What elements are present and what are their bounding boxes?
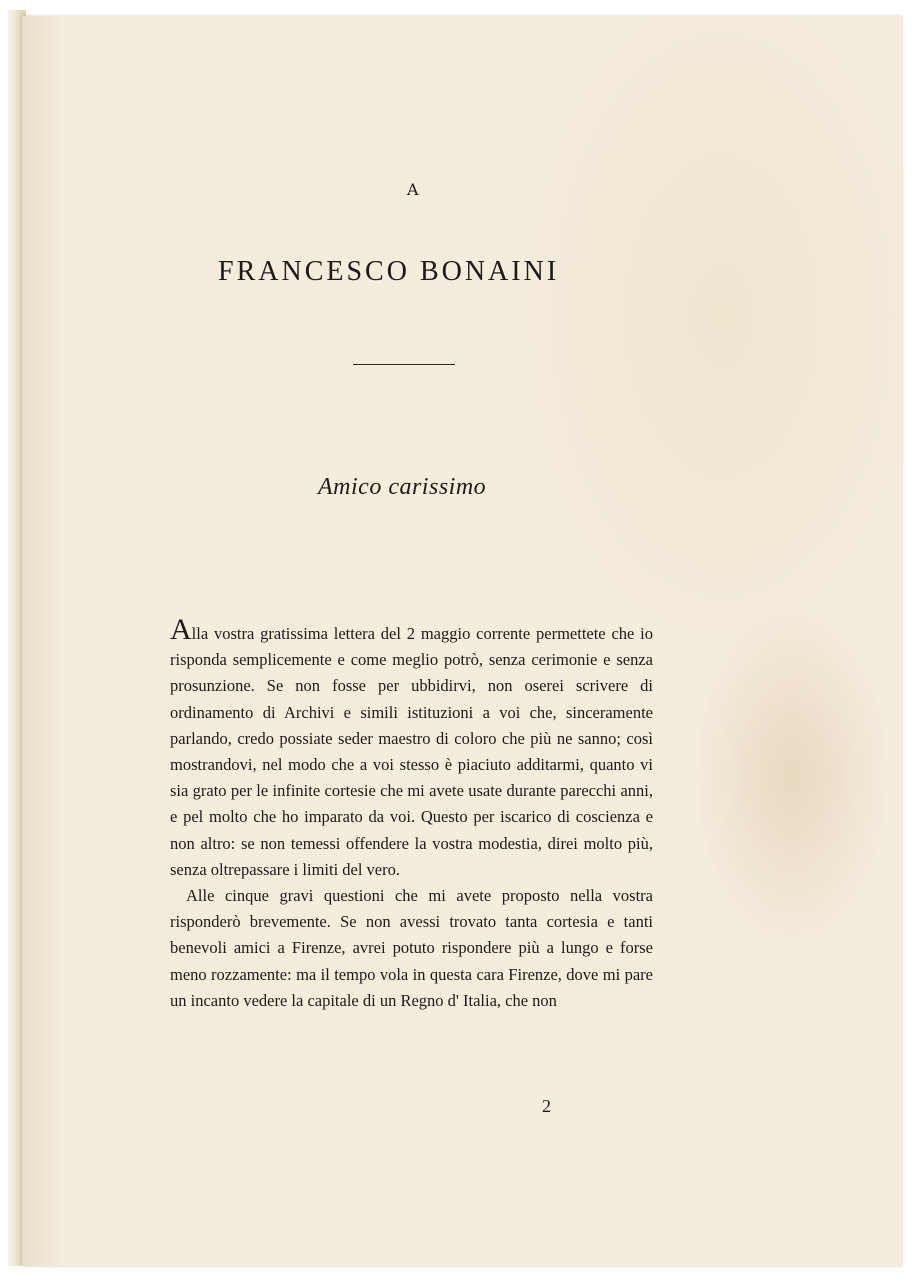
body-paragraph-1 bbox=[170, 613, 653, 883]
divider-rule bbox=[353, 364, 455, 365]
dedication-prefix: A bbox=[407, 180, 420, 199]
page-number: 2 bbox=[542, 1096, 551, 1116]
drop-cap: A bbox=[170, 613, 192, 646]
letter-body bbox=[170, 613, 653, 1014]
salutation: Amico carissimo bbox=[318, 474, 487, 500]
dedication-name: FRANCESCO BONAINI bbox=[218, 256, 560, 287]
body-paragraph-2: Alle cinque gravi questioni che mi avete proposto nella vostra risponderò brevemente. Se non avessi trovato tanta cortesia e tanti benevoli amici a Firenze, avrei potuto rispondere più a lungo e forse meno rozzamente: ma il tempo vola in questa cara Firenze, dove mi pare un incanto vedere la capitale di un Regno d' Italia, che non bbox=[170, 886, 653, 1010]
paragraph-1-text: lla vostra gratissima lettera del 2 maggio corrente permettete che io risponda semplicemente e come meglio potrò, senza cerimonie e senza prosunzione. Se non fosse per ubbidirvi, non oserei scrivere di ordinamento di Archivi e simili istituzioni a voi che, sinceramente parlando, credo possiate seder maestro di coloro che più ne sanno; così mostrandovi, nel modo che a voi stesso è piaciuto additarmi, quanto vi sia grato per le infinite cortesie che mi avete usate durante parecchi anni, e pel molto che ho imparato da voi. Questo per iscarico di coscienza e non altro: se non temessi offendere la vostra modestia, direi molto più, senza oltrepassare i limiti del vero. bbox=[170, 624, 653, 879]
